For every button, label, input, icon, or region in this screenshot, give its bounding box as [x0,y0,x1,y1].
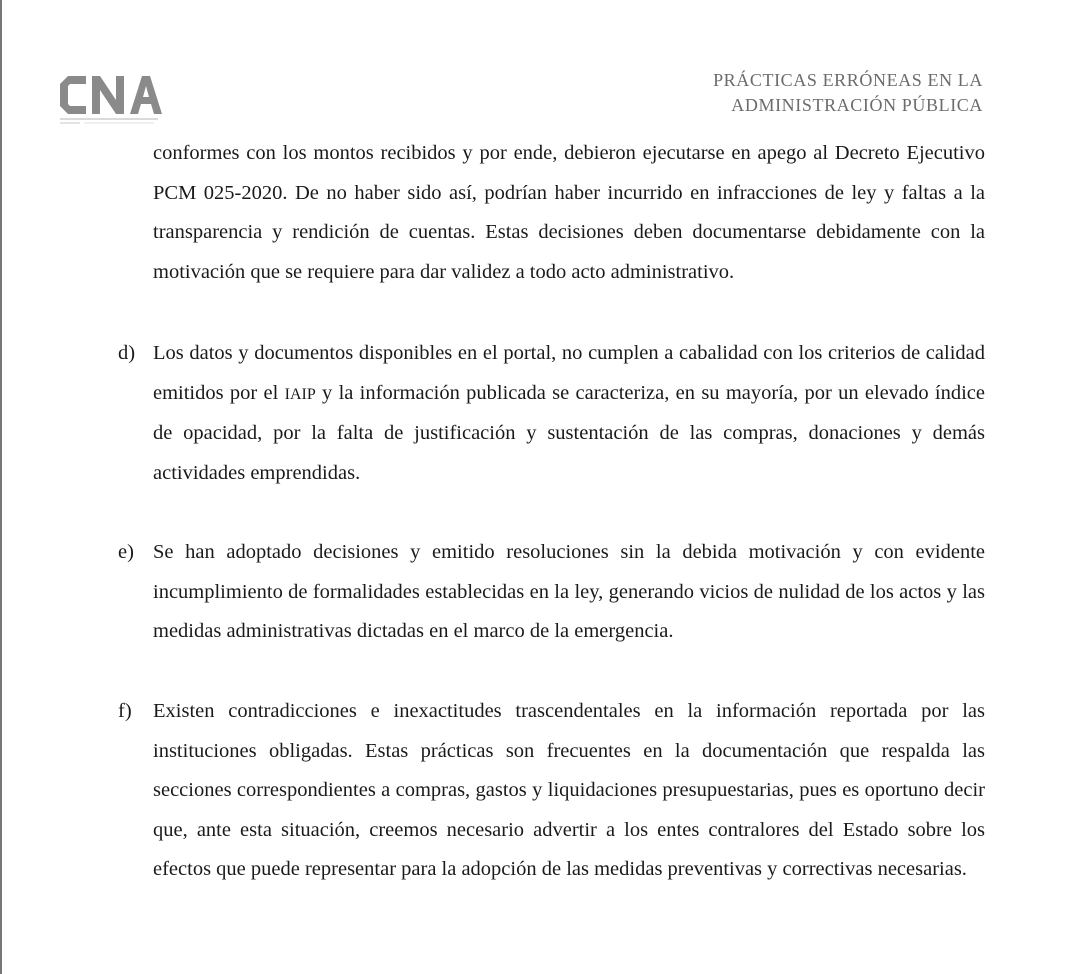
list-marker: d) [118,342,136,364]
header-title-line2: ADMINISTRACIÓN PÚBLICA [731,95,983,115]
cna-logo [54,66,164,126]
intro-paragraph: conformes con los montos recibidos y por ende, debieron ejecutarse en apego al Decreto Ejecutivo PCM 025-2020. De no haber sido así, podrían haber incurrido en infracciones de ley y faltas a la transparencia y rendición de cuentas. Estas decisiones deben documentarse debidamente con la motivación que se requiere para dar validez a todo acto administrativo. [153,142,985,283]
list-item-f [118,692,985,890]
header-title [713,68,983,118]
list-item-e [118,533,985,652]
list-item-text: Existen contradicciones e inexactitudes trascendentales en la información reportada por las instituciones obligadas. Estas prácticas son frecuentes en la documentación que respalda las secciones correspondientes a compras, gastos y liquidaciones presupuestarias, pues es oportuno decir que, ante esta situación, creemos necesario advertir a los entes contralores del Estado sobre los efectos que puede representar para la adopción de las medidas preventivas y correctivas necesarias. [153,700,985,880]
list-item-d [118,334,985,493]
list-marker: f) [118,700,132,722]
acronym-iaip: IAIP [284,385,316,403]
header-title-line1: PRÁCTICAS ERRÓNEAS EN LA [713,70,983,90]
list-marker: e) [118,541,134,563]
list-item-text-part: y la información publicada se caracteriza, en su mayoría, por un elevado índice de opacidad, por la falta de justificación y sustentación de las compras, donaciones y demás actividades emprendidas. [153,381,985,484]
list-item-text [153,334,985,493]
list-item-text: Se han adoptado decisiones y emitido resoluciones sin la debida motivación y con evidente incumplimiento de formalidades establecidas en la ley, generando vicios de nulidad de los actos y las medidas administrativas dictadas en el marco de la emergencia. [153,541,985,642]
list-item-text-part: Los datos y documentos disponibles en el portal, no cumplen a cabalidad con los criterios de calidad emitidos por el [153,342,985,404]
